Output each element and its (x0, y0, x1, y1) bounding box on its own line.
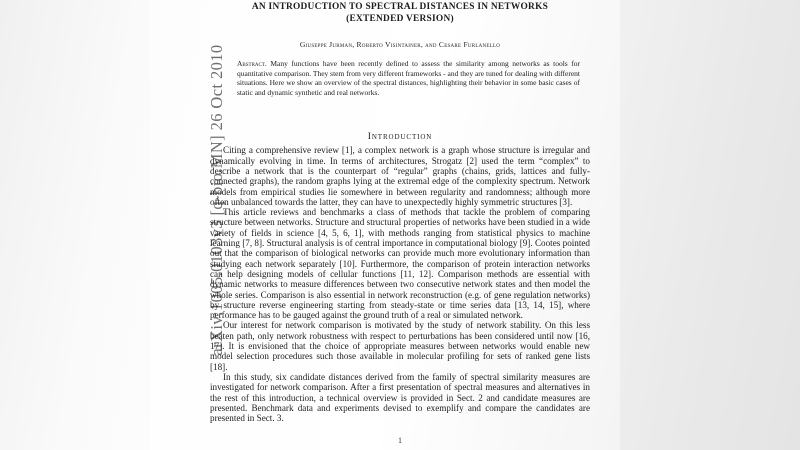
authors-line: Giuseppe Jurman, Roberto Visintainer, and Cesare Furlanello (299, 40, 501, 49)
abstract-label: Abstract. (237, 59, 267, 68)
paper-title (210, 2, 590, 25)
paragraph: In this study, six candidate distances derived from the family of spectral similarity measures are investigated for network comparison. After a first presentation of spectral measures and alternatives in the rest of this introduction, a technical overview is provided in Sect. 2 and candidate measures are presented. Benchmark data and experiments devised to exemplify and compare the candidates are presented in Sect. 3. (210, 371, 590, 424)
abstract (237, 59, 580, 97)
paragraph: Our interest for network comparison is motivated by the study of network stability. On this less beaten path, only network robustness with respect to perturbations has been considered until now [16, 17]. It is envisioned that the choice of appropriate measures between networks would enable new model selection procedures such those available in molecular profiling for sets of ranked gene lists [18]. (210, 320, 590, 372)
paper-title-line1: AN INTRODUCTION TO SPECTRAL DISTANCES IN NETWORKS (251, 2, 549, 12)
paragraph: Citing a comprehensive review [1], a complex network is a graph whose structure is irregular and dynamically evolving in time. In terms of architectures, Strogatz [2] used the term “complex” to describe a network that is the counterpart of “regular” graphs (chains, grids, lattices and fully-connected graphs), the random graphs lying at the extremal edge of the complexity spectrum. Network models from empirical studies lie somewhere in between regularity and randomness; although more often unbalanced towards the latter, they can have to unexpectedly highly symmetric structures [3]. (210, 145, 590, 207)
introduction-body (210, 145, 590, 423)
paragraph: This article reviews and benchmarks a class of methods that tackle the problem of comparing structure between networks. Structure and structural properties of networks have been studied in a wide variety of fields in science [4, 5, 6, 1], with methods ranging from statistical physics to machine learning [7, 8]. Structural analysis is of central importance in computational biology [9]. Cootes pointed out that the comparison of biological networks can provide much more evolutionary information than studying each network separately [10]. Furthermore, the comparison of protein interaction networks can help designing models of cellular functions [11, 12]. Comparison methods are essential with dynamic networks to measure differences between two consecutive network states and then model the whole series. Comparison is also essential in network reconstruction (e.g. of gene regulation networks) by structure reverse engineering starting from steady-state or time series data [13, 14, 15], where performance has to be gauged against the ground truth of a real or simulated network. (210, 207, 590, 321)
paper-content (210, 2, 590, 423)
abstract-text: Many functions have been recently defined to assess the similarity among networks as tools for quantitative comparison. They stem from very different frameworks - and they are tuned for dealing with different situations. Here we show an overview of the spectral distances, highlighting their behavior in some basic cases of static and dynamic synthetic and real networks. (237, 59, 581, 97)
page-number: 1 (398, 436, 402, 445)
paper-title-line2: (EXTENDED VERSION) (346, 13, 454, 24)
section-heading-introduction: Introduction (367, 131, 433, 143)
arxiv-watermark: arXiv:1005.0103v3 [q-bio.MN] 26 Oct 2010 (207, 44, 226, 356)
